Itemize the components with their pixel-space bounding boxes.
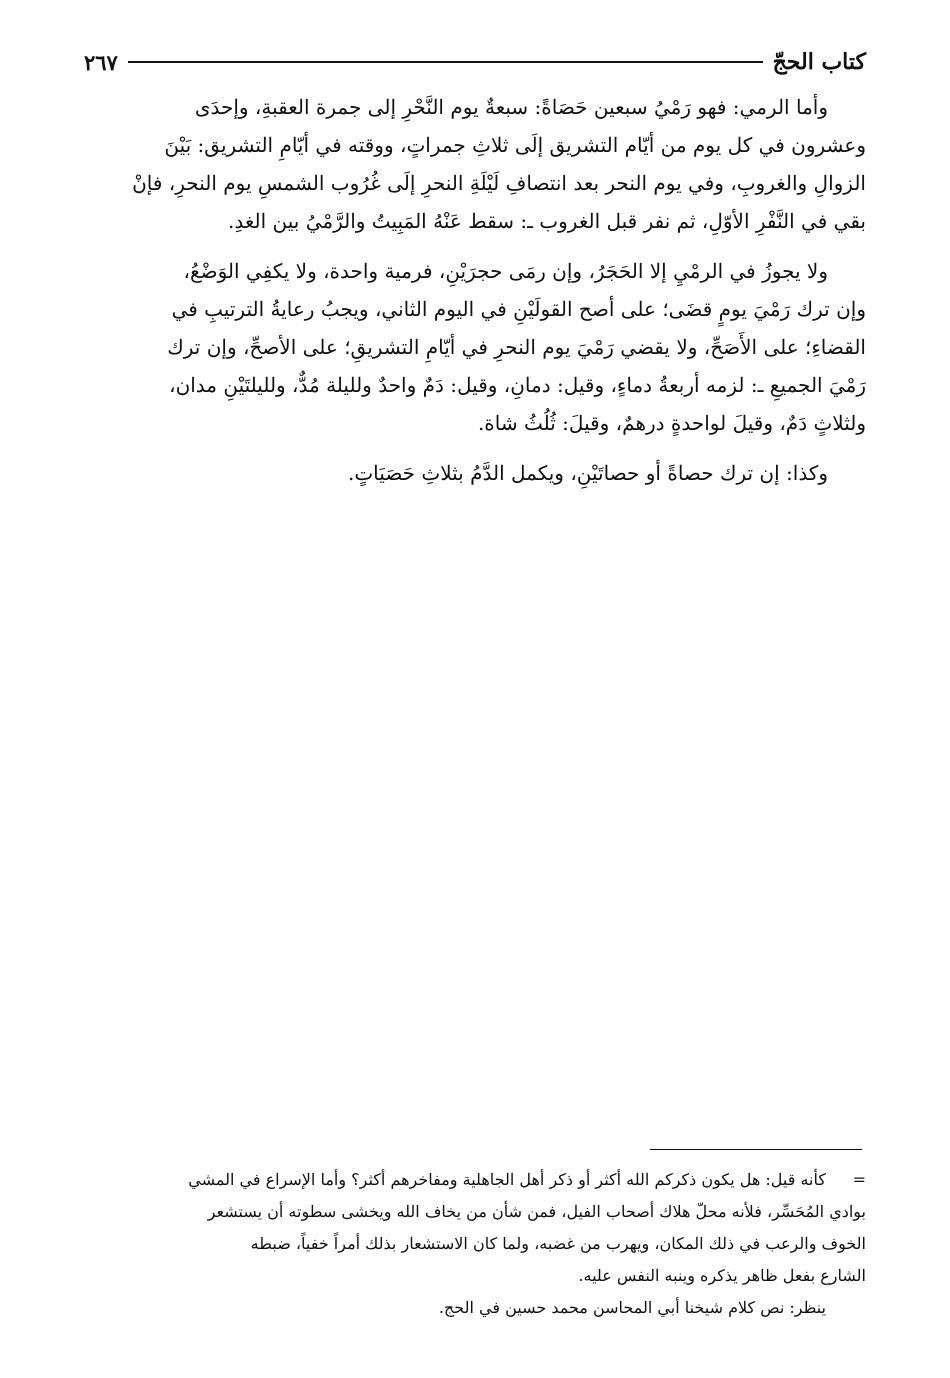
footnote-line: بوادي المُحَسِّر، فلأنه محلّ هلاك أصحاب الفيل، فمن شأن من يخاف الله ويخشى سطوته أن يستشعر bbox=[207, 1202, 866, 1221]
text-line: القضاءِ؛ على الأَصَحِّ، ولا يقضي رَمْيَ يوم النحرِ في أيّامِ التشريقِ؛ على الأصحِّ، وإن ترك bbox=[167, 335, 866, 359]
footnote-line: الشارع بفعل ظاهر يذكره وينبه النفس عليه. bbox=[578, 1266, 866, 1285]
footnote-line: الخوف والرعب في ذلك المكان، ويهرب من غضبه، ولما كان الاستشعار بذلك أمراً خفياً، ضبطه bbox=[250, 1234, 866, 1253]
footnote-line bbox=[84, 1164, 866, 1196]
text-line: بقي في النَّفْرِ الأوّلِ، ثم نفر قبل الغروب ـ: سقط عَنْهُ المَبِيتُ والرَّمْيُ بين الغدِ. bbox=[228, 209, 866, 233]
text-line: رَمْيَ الجميعِ ـ: لزمه أربعةُ دماءٍ، وقيل: دمانِ، وقيل: دَمٌ واحدٌ ولليلة مُدٌّ، ولليلتَيْنِ مدان، bbox=[169, 373, 866, 397]
text-line: الزوالِ والغروبِ، وفي يوم النحر بعد انتصافِ لَيْلَةِ النحرِ إلَى غُرُوب الشمسِ يوم النحرِ، فإنْ bbox=[132, 171, 866, 195]
main-text bbox=[84, 88, 866, 492]
running-title: كتاب الحجّ bbox=[772, 49, 866, 75]
header-rule bbox=[128, 61, 763, 63]
text-line: وعشرون في كل يوم من أيّام التشريق إلَى ثلاثِ جمراتٍ، ووقته في أيّامِ التشريق: بَيْنَ bbox=[164, 133, 866, 157]
page-number: ٢٦٧ bbox=[84, 49, 118, 75]
continuation-marker: = bbox=[852, 1170, 866, 1189]
footnote-separator bbox=[650, 1149, 862, 1150]
text-line: وأما الرمي: فهو رَمْيُ سبعين حَصَاةً: سبعةٌ يوم النَّحْرِ إلى جمرة العقبةِ، وإحدَى bbox=[194, 95, 828, 119]
text-line: ولا يجوزُ في الرمْيِ إلا الحَجَرُ، وإن رمَى حجرَيْنِ، فرمية واحدة، ولا يكفِي الوَضْعُ، bbox=[183, 259, 828, 283]
text-line: ولثلاثٍ دَمٌ، وقيلَ لواحدةٍ درهمٌ، وقيلَ: ثُلُثُ شاة. bbox=[477, 411, 866, 435]
text-line: وكذا: إن ترك حصاةً أو حصاتَيْنِ، ويكمل الدَّمُ بثلاثِ حَصَيَاتٍ. bbox=[348, 461, 828, 485]
footnote-text: كأنه قيل: هل يكون ذكركم الله أكثر أو ذكر أهل الجاهلية ومفاخرهم أكثر؟ وأما الإسراع في المشي bbox=[188, 1170, 826, 1189]
footnote-reference: ينظر: نص كلام شيخنا أبي المحاسن محمد حسين في الحج. bbox=[438, 1298, 826, 1317]
text-line: وإن ترك رَمْيَ يومٍ قضَى؛ على أصح القولَيْنِ في اليوم الثاني، ويجبُ رعايةُ الترتيبِ في bbox=[171, 297, 866, 321]
page-header bbox=[84, 42, 866, 82]
footnotes bbox=[84, 1164, 866, 1324]
